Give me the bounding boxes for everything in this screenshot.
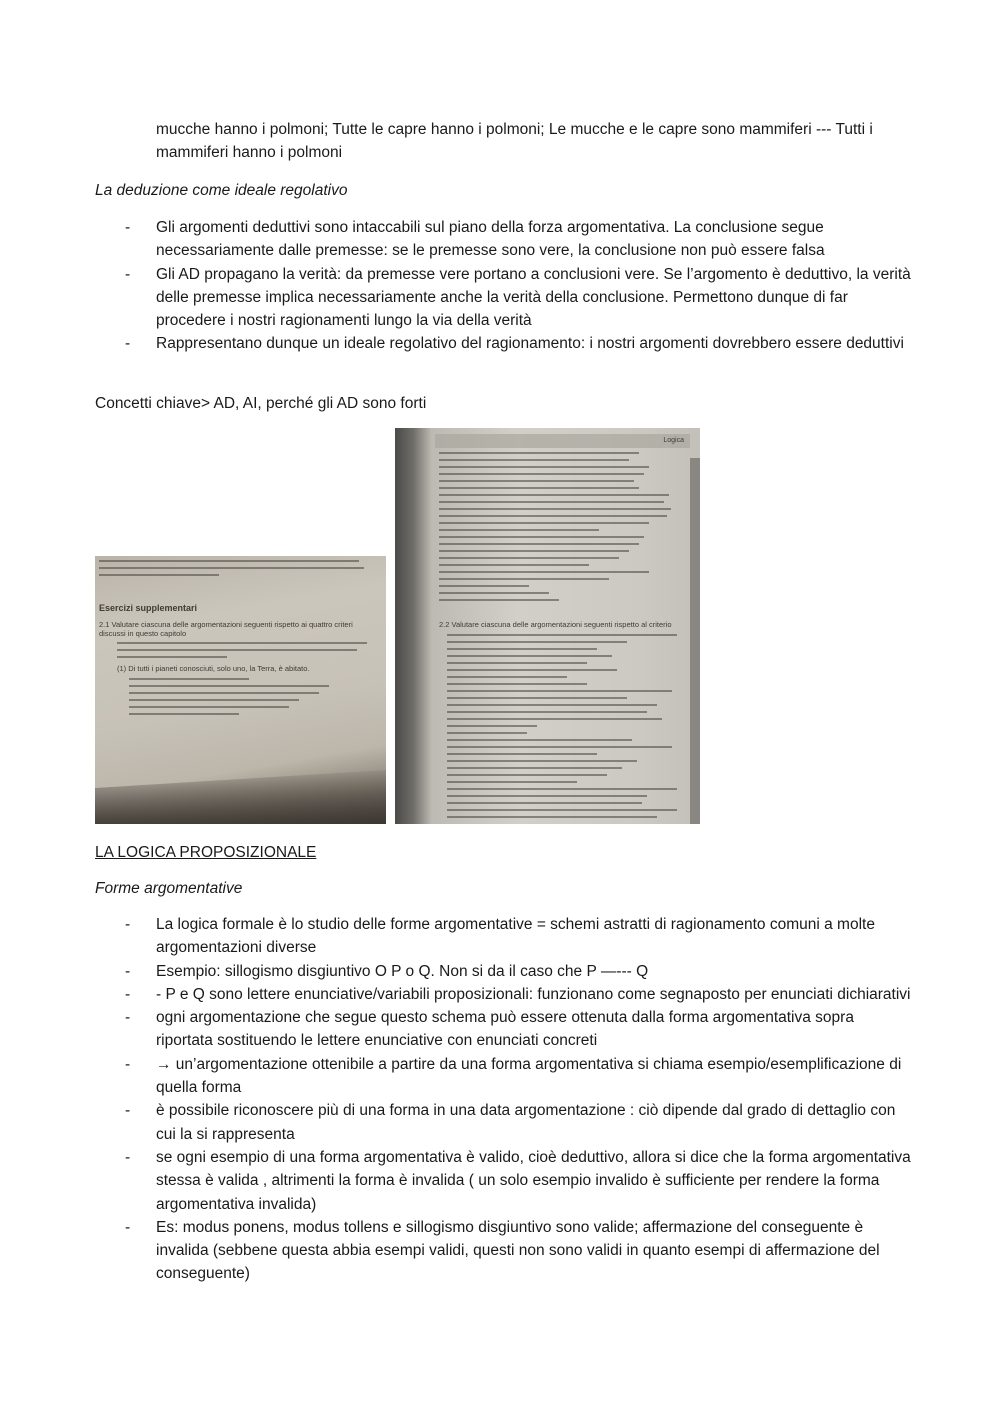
bullet-marker: - (125, 335, 131, 353)
textbook-photo-right (395, 428, 700, 824)
bullet-list-argument-forms (95, 913, 915, 1286)
textbook-photo-left (95, 556, 386, 824)
list-item: - → un’argomentazione ottenibile a partire da una forma argomentativa si chiama esempio/esemplificazione di quella forma (95, 1053, 915, 1100)
list-item: - - P e Q sono lettere enunciative/variabili proposizionali: funzionano come segnaposto per enunciati dichiarativi (95, 983, 915, 1006)
list-item: - se ogni esempio di una forma argomentativa è valido, cioè deduttivo, allora si dice che la forma argomentativa stessa è valida , altrimenti la forma è invalida ( un solo esempio invalido è sufficiente per rendere la forma argomentativa invalida) (95, 1146, 915, 1216)
photo-exercise-right: 2.2 Valutare ciascuna delle argomentazioni seguenti rispetto al criterio (439, 620, 672, 629)
intro-continuation: mucche hanno i polmoni; Tutte le capre hanno i polmoni; Le mucche e le capre sono mammiferi --- Tutti i mammiferi hanno i polmoni (156, 121, 873, 162)
list-item: - ogni argomentazione che segue questo schema può essere ottenuta dalla forma argomentativa sopra riportata sostituendo le lettere enunciative con enunciati concreti (95, 1006, 915, 1053)
photo-header: Logica (663, 437, 684, 444)
section-title-propositional-logic: LA LOGICA PROPOSIZIONALE (95, 844, 317, 861)
photo-intro: 2.1 Valutare ciascuna delle argomentazioni seguenti rispetto ai quattro criteri discussi in questo capitolo (99, 620, 353, 638)
list-item: - Rappresentano dunque un ideale regolativo del ragionamento: i nostri argomenti dovrebbero essere deduttivi (95, 332, 915, 355)
bullet-marker: - (125, 1102, 131, 1120)
list-item: - Es: modus ponens, modus tollens e sillogismo disgiuntivo sono valide; affermazione del conseguente è invalida (sebbene questa abbia esempi validi, questi non sono validi in quanto esempi di affermazione del conseguente) (95, 1216, 915, 1286)
bullet-marker: - (125, 1148, 131, 1166)
bullet-marker: - (125, 962, 131, 980)
list-item: - La logica formale è lo studio delle forme argomentative = schemi astratti di ragionamento comuni a molte argomentazioni diverse (95, 913, 915, 960)
bullet-marker: - (125, 1009, 131, 1027)
section-heading-argument-forms: Forme argomentative (95, 880, 243, 897)
list-item: - Gli AD propagano la verità: da premesse vere portano a conclusioni vere. Se l’argomento è deduttivo, la verità delle premesse implica necessariamente anche la verità della conclusione. Permettono dunque di far procedere i nostri ragionamenti lungo la via della verità (95, 263, 915, 333)
bullet-marker: - (125, 916, 131, 933)
bullet-marker: - (125, 219, 131, 236)
bullet-marker: - (125, 265, 131, 283)
bullet-marker: - (125, 985, 131, 1003)
section-heading-deduction: La deduzione come ideale regolativo (95, 182, 348, 199)
list-item: - Gli argomenti deduttivi sono intaccabili sul piano della forza argomentativa. La conclusione segue necessariamente dalle premesse: se le premesse sono vere, la conclusione non può essere falsa (95, 216, 915, 263)
photo-heading: Esercizi supplementari (99, 603, 198, 613)
photo-exercise: (1) Di tutti i pianeti conosciuti, solo uno, la Terra, è abitato. (117, 664, 310, 673)
bullet-marker: - (125, 1055, 131, 1073)
bullet-marker: - (125, 1218, 131, 1236)
list-item: - Esempio: sillogismo disgiuntivo O P o Q. Non si da il caso che P —--- Q (95, 960, 915, 983)
list-item: - è possibile riconoscere più di una forma in una data argomentazione : ciò dipende dal grado di dettaglio con cui la si rappresenta (95, 1099, 915, 1146)
key-concepts: Concetti chiave> AD, AI, perché gli AD sono forti (95, 395, 427, 412)
bullet-list-deduction (95, 216, 915, 356)
